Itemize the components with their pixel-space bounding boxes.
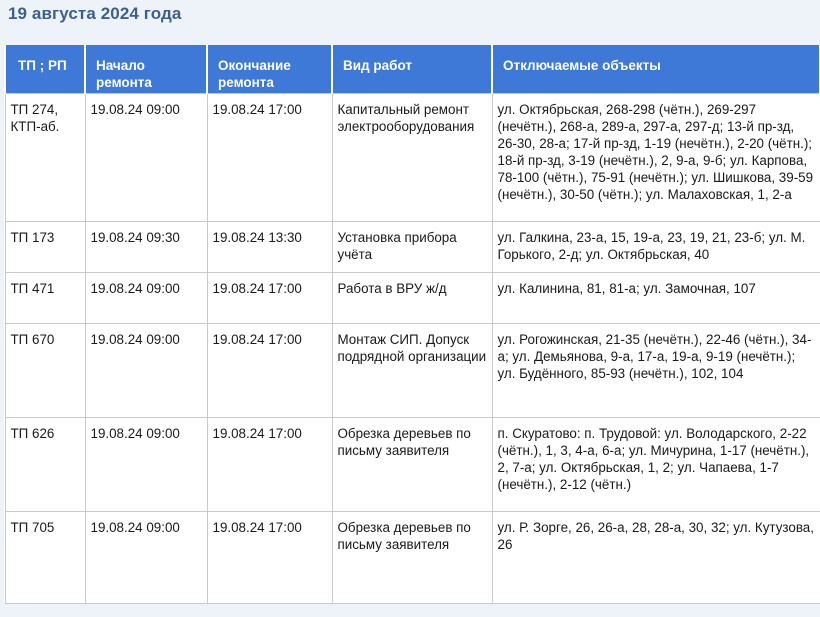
header-row xyxy=(5,45,820,93)
cell-start: 19.08.24 09:00 xyxy=(85,272,207,323)
cell-work: Обрезка деревьев по письму заявителя xyxy=(332,417,492,511)
cell-objects: ул. Р. Зорге, 26, 26-а, 28, 28-а, 30, 32; ул. Кутузова, 26 xyxy=(492,511,820,603)
table-row xyxy=(5,221,820,272)
cell-end: 19.08.24 17:00 xyxy=(207,323,332,417)
cell-end: 19.08.24 13:30 xyxy=(207,221,332,272)
cell-objects: ул. Рогожинская, 21-35 (нечётн.), 22-46 (чётн.), 34-а; ул. Демьянова, 9-а, 17-а, 19-а, 9-19 (нечётн.); ул. Будённого, 85-93 (нечётн.), 102, 104 xyxy=(492,323,820,417)
cell-end: 19.08.24 17:00 xyxy=(207,511,332,603)
column-header-end: Окончание ремонта xyxy=(207,45,332,93)
cell-work: Обрезка деревьев по письму заявителя xyxy=(332,511,492,603)
cell-objects: ул. Галкина, 23-а, 15, 19-а, 23, 19, 21, 23-б; ул. М. Горького, 2-д; ул. Октябрьская, 40 xyxy=(492,221,820,272)
cell-start: 19.08.24 09:00 xyxy=(85,93,207,221)
outage-schedule-table xyxy=(4,45,820,604)
cell-end: 19.08.24 17:00 xyxy=(207,272,332,323)
cell-work: Капитальный ремонт электрооборудования xyxy=(332,93,492,221)
column-header-objects: Отключаемые объекты xyxy=(492,45,820,93)
table-row xyxy=(5,417,820,511)
cell-objects: ул. Октябрьская, 268-298 (чётн.), 269-297 (нечётн.), 268-а, 289-а, 297-а, 297-д; 13-й пр-зд, 26-30, 28-а; 17-й пр-зд, 1-19 (нечётн.), 2-20 (чётн.); 18-й пр-зд, 3-19 (нечётн.), 2, 9-а, 9-б; ул. Карпова, 78-100 (чётн.), 75-91 (нечётн.); ул. Шишкова, 39-59 (нечётн.), 30-50 (чётн.); ул. Малаховская, 1, 2-а xyxy=(492,93,820,221)
cell-work: Монтаж СИП. Допуск подрядной организации xyxy=(332,323,492,417)
cell-start: 19.08.24 09:00 xyxy=(85,417,207,511)
column-header-start: Начало ремонта xyxy=(85,45,207,93)
cell-start: 19.08.24 09:00 xyxy=(85,323,207,417)
table-row xyxy=(5,511,820,603)
table-row xyxy=(5,323,820,417)
table-row xyxy=(5,93,820,221)
cell-end: 19.08.24 17:00 xyxy=(207,417,332,511)
cell-work: Установка прибора учёта xyxy=(332,221,492,272)
cell-tp: ТП 626 xyxy=(5,417,85,511)
cell-work: Работа в ВРУ ж/д xyxy=(332,272,492,323)
column-header-tp: ТП ; РП xyxy=(5,45,85,93)
cell-tp: ТП 471 xyxy=(5,272,85,323)
cell-tp: ТП 670 xyxy=(5,323,85,417)
column-header-work: Вид работ xyxy=(332,45,492,93)
cell-end: 19.08.24 17:00 xyxy=(207,93,332,221)
cell-objects: п. Скуратово: п. Трудовой: ул. Володарского, 2-22 (чётн.), 1, 3, 4-а, 6-а; ул. Мичурина, 1-17 (нечётн.), 2, 7-а; ул. Октябрьская, 1, 2; ул. Чапаева, 1-7 (нечётн.), 2-12 (чётн.) xyxy=(492,417,820,511)
cell-start: 19.08.24 09:00 xyxy=(85,511,207,603)
cell-start: 19.08.24 09:30 xyxy=(85,221,207,272)
page-title: 19 августа 2024 года xyxy=(8,4,182,23)
table-body xyxy=(5,93,820,603)
table-row xyxy=(5,272,820,323)
cell-tp: ТП 173 xyxy=(5,221,85,272)
table-header xyxy=(5,45,820,93)
cell-tp: ТП 705 xyxy=(5,511,85,603)
cell-tp: ТП 274, КТП-аб. xyxy=(5,93,85,221)
cell-objects: ул. Калинина, 81, 81-а; ул. Замочная, 107 xyxy=(492,272,820,323)
